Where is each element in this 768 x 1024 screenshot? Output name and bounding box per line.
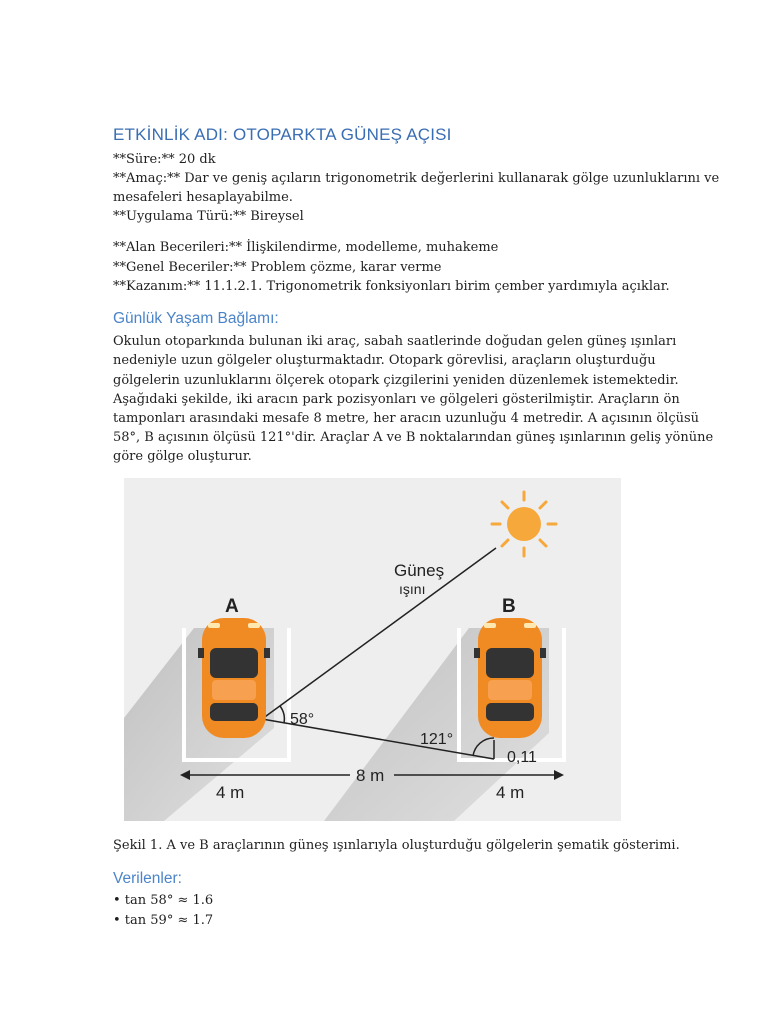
sun-ray-label-2: ışını xyxy=(399,581,426,597)
context-heading: Günlük Yaşam Bağlamı: xyxy=(113,310,279,327)
field-skills-line: **Alan Becerileri:** İlişkilendirme, modelleme, muhakeme xyxy=(113,240,499,255)
figure-caption: Şekil 1. A ve B araçlarının güneş ışınlarıyla oluşturduğu gölgelerin şematik gösterimi. xyxy=(113,838,680,853)
sun-ray-label: Güneş xyxy=(394,561,445,580)
given-heading: Verilenler: xyxy=(113,870,182,887)
given-item: • tan 59° ≈ 1.7 xyxy=(113,913,214,928)
car-b-length-label: 4 m xyxy=(496,783,525,802)
general-skills-line: **Genel Beceriler:** Problem çözme, karar verme xyxy=(113,260,442,275)
distance-label: 8 m xyxy=(356,766,385,785)
outcome-line: **Kazanım:** 11.1.2.1. Trigonometrik fonksiyonları birim çember yardımıyla açıklar. xyxy=(113,279,670,294)
page-title: ETKİNLİK ADI: OTOPARKTA GÜNEŞ AÇISI xyxy=(113,125,452,144)
car-a-label: A xyxy=(225,596,239,617)
car-b-label: B xyxy=(502,596,516,617)
context-line: göre gölge oluşturur. xyxy=(113,449,252,464)
context-line: nedeniyle uzun gölgeler oluşturmaktadır. Otopark görevlisi, araçların oluşturduğu xyxy=(113,353,656,368)
purpose-line-cont: mesafeleri hesaplayabilme. xyxy=(113,190,293,205)
context-line: tamponları arasındaki mesafe 8 metre, her aracın uzunluğu 4 metredir. A açısının ölçüsü xyxy=(113,411,700,426)
car-a-length-label: 4 m xyxy=(216,783,245,802)
duration-line: **Süre:** 20 dk xyxy=(113,152,216,167)
small-value-label: 0,11 xyxy=(507,749,537,766)
context-line: Okulun otoparkında bulunan iki araç, sabah saatlerinde doğudan gelen güneş ışınları xyxy=(113,334,677,349)
given-item: • tan 58° ≈ 1.6 xyxy=(113,893,214,908)
context-line: Aşağıdaki şekilde, iki aracın park pozisyonları ve gölgeleri gösterilmiştir. Araçların ön xyxy=(113,392,680,407)
angle-b-label: 121° xyxy=(420,731,454,748)
context-line: gölgelerin uzunluklarını ölçerek otopark çizgilerini yeniden düzenlemek istemektedir. xyxy=(113,373,679,388)
car-a-icon xyxy=(198,618,270,738)
angle-a-label: 58° xyxy=(290,711,315,728)
context-line: 58°, B açısının ölçüsü 121°'dir. Araçlar A ve B noktalarından güneş ışınlarının geliş yönüne xyxy=(113,430,714,445)
application-type-line: **Uygulama Türü:** Bireysel xyxy=(113,209,304,224)
car-b-icon xyxy=(474,618,546,738)
parking-diagram xyxy=(124,478,621,821)
purpose-line: **Amaç:** Dar ve geniş açıların trigonometrik değerlerini kullanarak gölge uzunluklarını ve xyxy=(113,171,720,186)
